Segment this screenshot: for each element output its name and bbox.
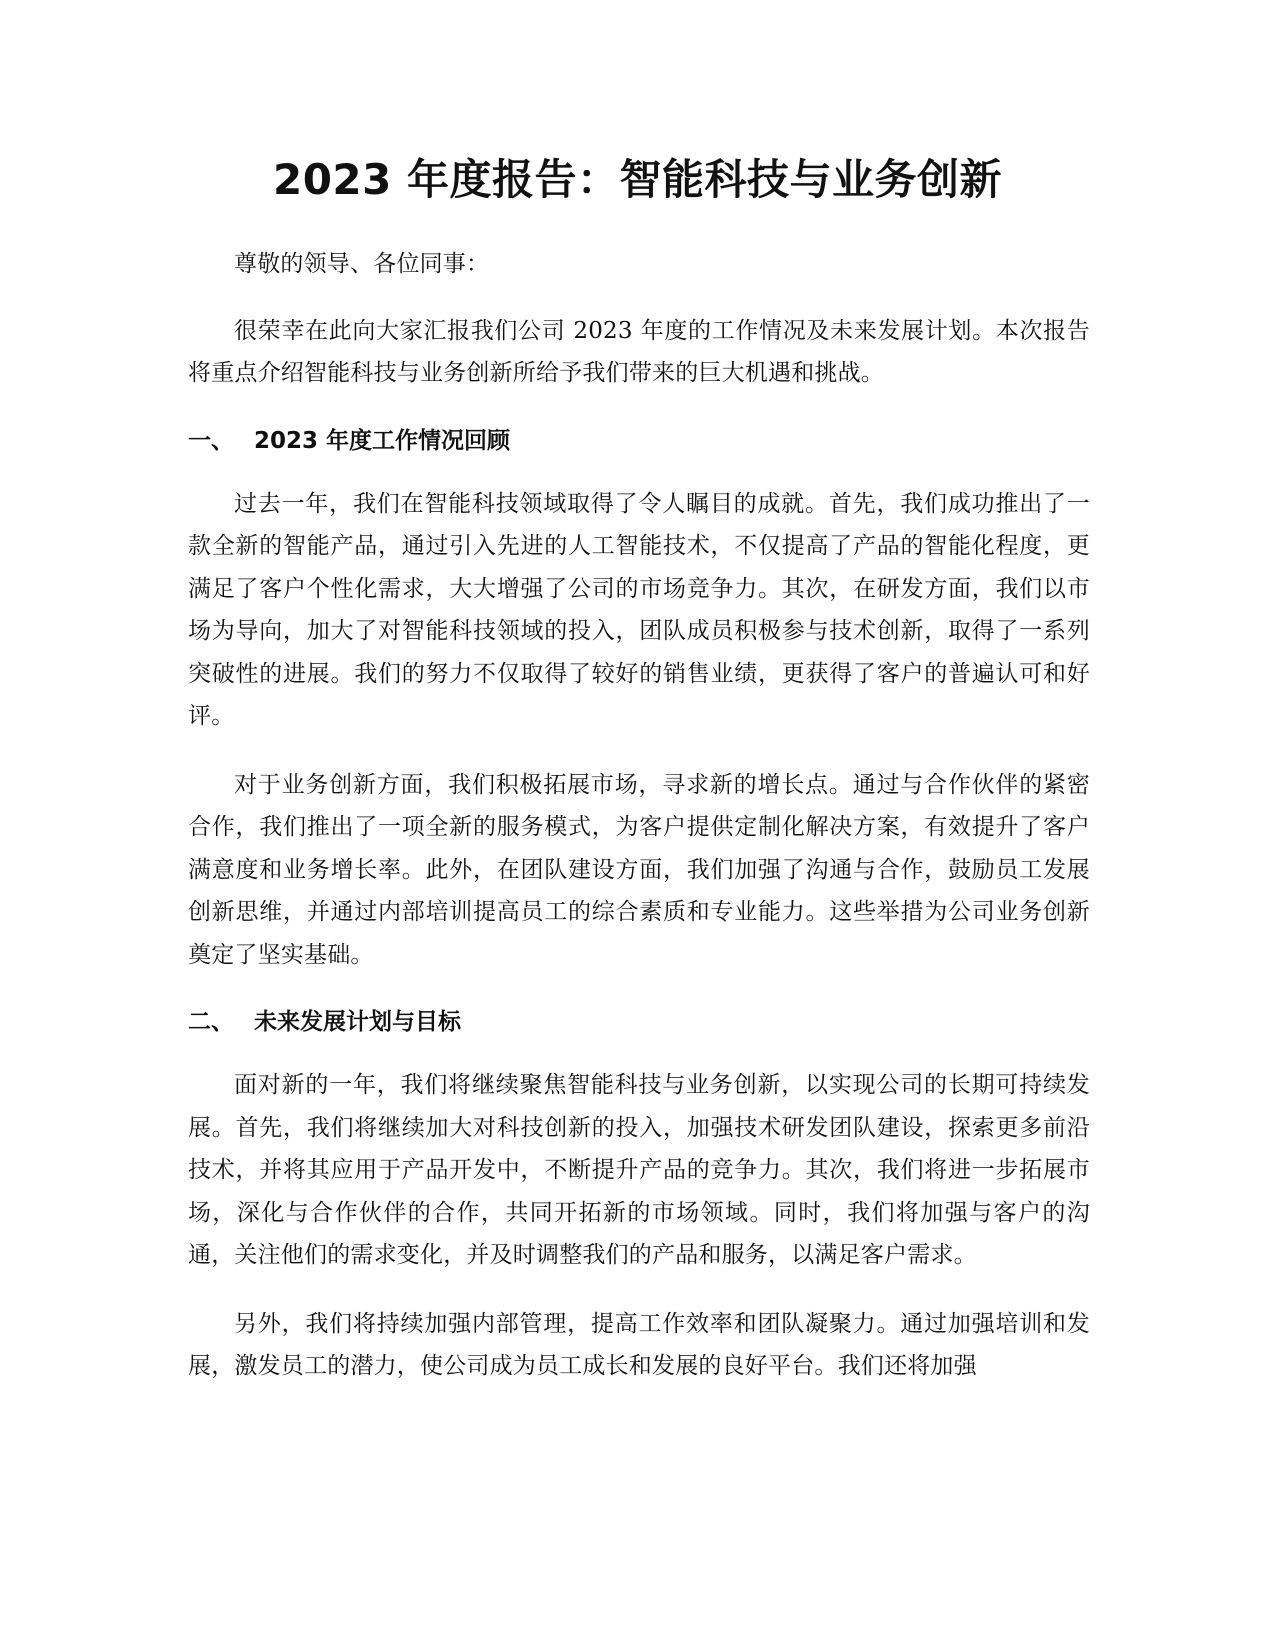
section-title: 2023 年度工作情况回顾 — [254, 427, 511, 454]
section-heading-1 — [188, 421, 1090, 461]
section-title: 未来发展计划与目标 — [254, 1009, 461, 1035]
intro-paragraph: 很荣幸在此向大家汇报我们公司 2023 年度的工作情况及未来发展计划。本次报告将重点介绍智能科技与业务创新所给予我们带来的巨大机遇和挑战。 — [188, 317, 1090, 386]
salutation: 尊敬的领导、各位同事： — [234, 251, 490, 277]
document-title: 2023 年度报告：智能科技与业务创新 — [272, 155, 1003, 204]
document-body — [188, 243, 1090, 1414]
paragraph: 另外，我们将持续加强内部管理，提高工作效率和团队凝聚力。通过加强培训和发展，激发员工的潜力，使公司成为员工成长和发展的良好平台。我们还将加强 — [188, 1310, 1090, 1379]
paragraph: 对于业务创新方面，我们积极拓展市场，寻求新的增长点。通过与合作伙伴的紧密合作，我们推出了一项全新的服务模式，为客户提供定制化解决方案，有效提升了客户满意度和业务增长率。此外，在团队建设方面，我们加强了沟通与合作，鼓励员工发展创新思维，并通过内部培训提高员工的综合素质和专业能力。这些举措为公司业务创新奠定了坚实基础。 — [188, 771, 1090, 968]
section-heading-2 — [188, 1002, 1090, 1042]
section-number: 一、 — [188, 427, 234, 454]
paragraph: 过去一年，我们在智能科技领域取得了令人瞩目的成就。首先，我们成功推出了一款全新的智能产品，通过引入先进的人工智能技术，不仅提高了产品的智能化程度，更满足了客户个性化需求，大大增强了公司的市场竞争力。其次，在研发方面，我们以市场为导向，加大了对智能科技领域的投入，团队成员积极参与技术创新，取得了一系列突破性的进展。我们的努力不仅取得了较好的销售业绩，更获得了客户的普遍认可和好评。 — [188, 490, 1090, 729]
paragraph: 面对新的一年，我们将继续聚焦智能科技与业务创新，以实现公司的长期可持续发展。首先，我们将继续加大对科技创新的投入，加强技术研发团队建设，探索更多前沿技术，并将其应用于产品开发中，不断提升产品的竞争力。其次，我们将进一步拓展市场，深化与合作伙伴的合作，共同开拓新的市场领域。同时，我们将加强与客户的沟通，关注他们的需求变化，并及时调整我们的产品和服务，以满足客户需求。 — [188, 1072, 1090, 1268]
section-number: 二、 — [188, 1009, 234, 1035]
